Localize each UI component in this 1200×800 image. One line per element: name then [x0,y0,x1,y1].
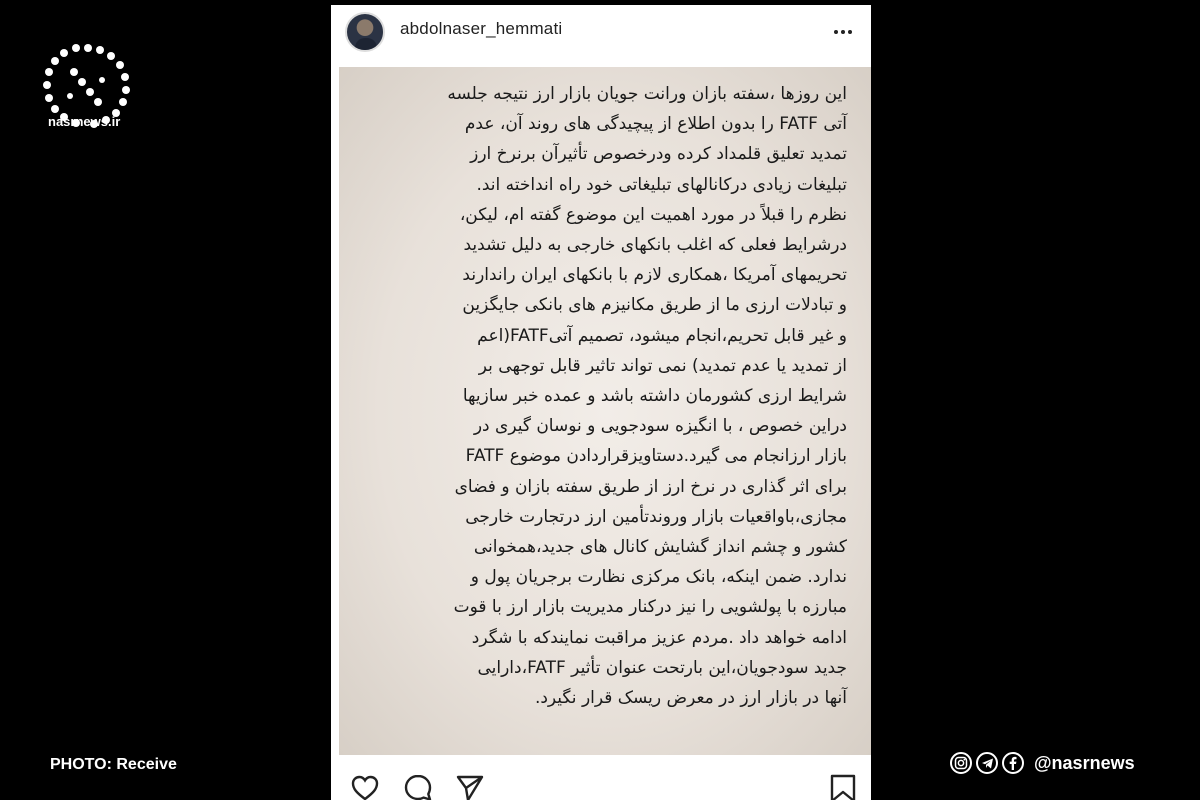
avatar[interactable] [345,12,385,52]
photo-credit: PHOTO: Receive [50,756,177,773]
post-header [331,5,871,67]
post-image [339,67,871,755]
post-username[interactable]: abdolnaser_hemmati [400,19,563,38]
post-action-bar [331,755,871,800]
more-options-icon[interactable] [834,27,860,37]
telegram-icon[interactable] [976,752,998,774]
social-handle: @nasrnews [1034,752,1135,773]
share-icon[interactable] [455,773,485,800]
post-image-text: این روزها ،سفته بازان ورانت جویان بازار ارز نتیجه جلسه آتی FATF را بدون اطلاع از پیچیدگی های روند آن، عدم تمدید تعلیق قلمداد کرده ودرخصوص تأثیرآن برنرخ ارز تبلیغات زیادی درکانالهای تبلیغاتی خود راه انداخته اند. نظرم را قبلاً در مورد اهمیت این موضوع گفته ام، لیکن، درشرایط فعلی که اغلب بانکهای خارجی به دلیل تشدید تحریمهای آمریکا ،همکاری لازم با بانکهای ایران راندارند و تبادلات ارزی ما از طریق مکانیزم های بانکی جایگزین و غیر قابل تحریم،انجام میشود، تصمیم آتیFATF(اعم از تمدید یا عدم تمدید) نمی تواند تاثیر قابل توجهی بر شرایط ارزی کشورمان داشته باشد و عمده خبر سازیها دراین خصوص ، با انگیزه سودجویی و نوسان گیری در بازار ارزانجام می گیرد.دستاویزقراردادن موضوع FATF برای اثر گذاری در نرخ ارز از طریق سفته بازان و فضای مجازی،باواقعیات بازار وروندتأمین ارز درتجارت خارجی کشور و چشم انداز گشایش کانال های جدید،همخوانی ندارد. ضمن اینکه، بانک مرکزی نظارت برجریان پول و مبارزه با پولشویی را نیز درکنار مدیریت بازار ارز با قوت ادامه خواهد داد .مردم عزیز مراقبت نمایندکه با شگرد جدید سودجویان،این بارتحت عنوان تأثیر FATF،دارایی آنها در بازار ارز در معرض ریسک قرار نگیرد. [447,84,847,709]
heart-icon[interactable] [350,773,380,800]
comment-icon[interactable] [403,773,433,800]
instagram-icon[interactable] [950,752,972,774]
instagram-post-card [331,5,871,800]
bookmark-icon[interactable] [828,773,858,800]
social-links [950,752,1135,774]
facebook-icon[interactable] [1002,752,1024,774]
logo-text: nasrnews.ir [48,114,121,129]
